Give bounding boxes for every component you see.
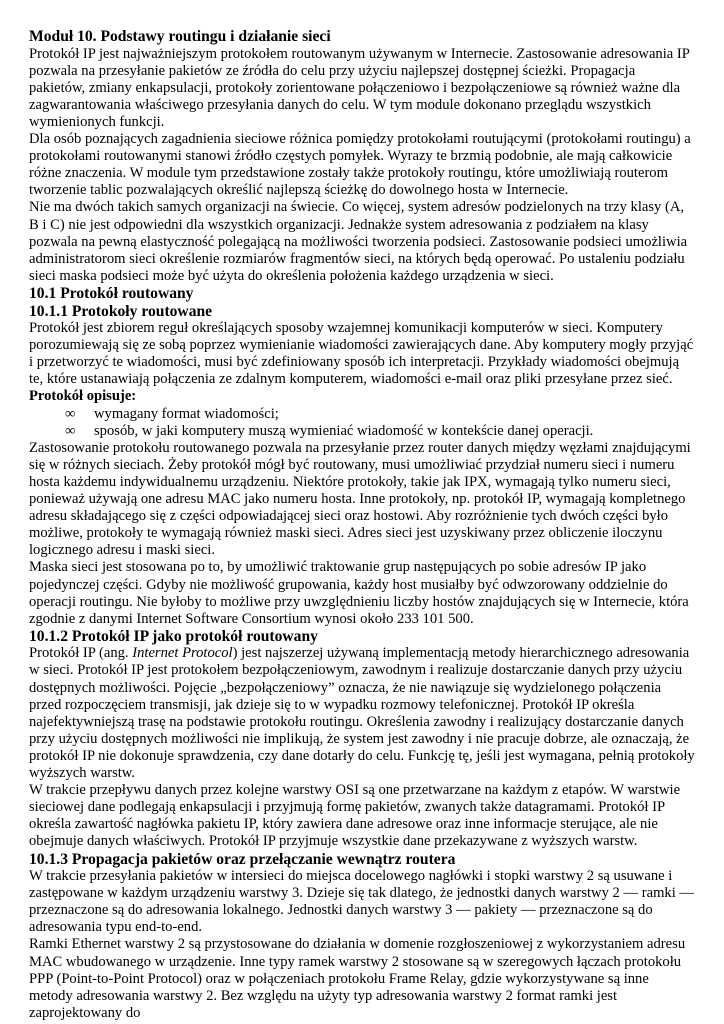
paragraph-10-1-3-b: Ramki Ethernet warstwy 2 są przystosowane do działania w domenie rozgłoszeniowej z wykorzystaniem adresu MAC wbudowanego w urządzenie. Inne typy ramek warstwy 2 stosowane są w szeregowych łączach protokołu PPP (Point-to-Point Protocol) oraz w połączeniach protokołu Frame Relay, gdzie wykorzystywane są inne metody adresowania warstwy 2. Bez względu na użyty typ adresowania warstwy 2 format ramki jest zaprojektowany do <box>29 936 686 1021</box>
paragraph-10-1-1-b: Zastosowanie protokołu routowanego pozwala na przesyłanie przez router danych między węzłami znajdującymi się w różnych sieciach. Żeby protokół mógł być routowany, musi umożliwiać przydział numeru sieci i numeru hosta każdemu indywidualnemu urządzeniu. Niektóre protokoły, takie jak IPX, wymagają tylko numeru sieci, ponieważ używają one adresu MAC jako numeru hosta. Inne protokoły, np. protokół IP, wymagają kompletnego adresu składającego się z części odpowiadającej sieci oraz hostowi. Aby rozróżnienie tych dwóch części było możliwe, protokoły te wymagają również maski sieci. Adres sieci jest uzyskiwany przez obliczenie iloczynu logicznego adresu i maski sieci. <box>29 439 691 559</box>
list-item-text: wymagany format wiadomości; <box>94 405 279 422</box>
paragraph-10-1-3-a: W trakcie przesyłania pakietów w intersieci do miejsca docelowego nagłówki i stopki warstwy 2 są usuwane i zastępowane w każdym urządzeniu warstwy 3. Dzieje się tak dlatego, że jednostki danych warstwy 2 — ramki — przeznaczone są do adresowania lokalnego. Jednostki danych warstwy 3 — pakiety — przeznaczone są do adresowania typu end-to-end. <box>29 868 695 936</box>
intro-paragraph-3: Nie ma dwóch takich samych organizacji na świecie. Co więcej, system adresów podzielonych na trzy klasy (A, B i C) nie jest odpowiedni dla wszystkich organizacji. Jednakże system adresowania z podziałem na klasy pozwala na pewną elastyczność polegającą na możliwości tworzenia podsieci. Zastosowanie podsieci umożliwia administratorom sieci określenie rozmiarów fragmentów sieci, na których będą operować. Po ustaleniu podziału sieci maska podsieci może być użyta do określenia położenia każdego urządzenia w sieci. <box>29 199 688 284</box>
infinity-bullet-icon: ∞ <box>65 422 76 439</box>
paragraph-10-1-2-b: W trakcie przepływu danych przez kolejne warstwy OSI są one przetwarzane na każdym z etapów. W warstwie sieciowej dane podlegają enkapsulacji i przyjmują formę pakietów, zwanych także datagramami. Protokół IP określa zawartość nagłówka pakietu IP, który zawiera dane adresowe oraz inne informacje sterujące, ale nie obejmuje danych właściwych. Protokół IP przyjmuje wszystkie dane przekazywane z wyższych warstw. <box>29 782 681 850</box>
text-run: ) jest najszerzej używaną implementacją metody hierarchicznego adresowania w sieci. Protokół IP jest protokołem bezpołączeniowym, zawodnym i realizuje dostarczanie danych przy użyciu dostępnych możliwości. Pojęcie „bezpołączeniowy” oznacza, że nie nawiązuje się wydzielonego połączenia przed rozpoczęciem transmisji, jak dzieje się to w wypadku rozmowy telefonicznej. Protokół IP określa najefektywniejszą trasę na podstawie protokołu routingu. Określenia zawodny i realizujący dostarczanie danych przy użyciu dostępnych możliwości nie implikują, że system jest zawodny i nie pracuje dobrze, ale oznaczają, że protokół IP nie dokonuje sprawdzenia, czy dane dotarły do celu. Funkcję tę, jeśli jest wymagana, pełnią protokoły wyższych warstw. <box>29 645 695 782</box>
list-item-text: sposób, w jaki komputery muszą wymieniać wiadomość w kontekście danej operacji. <box>94 422 594 439</box>
list-label: Protokół opisuje: <box>29 388 137 405</box>
paragraph-10-1-1-c: Maska sieci jest stosowana po to, by umożliwić traktowanie grup następujących po sobie adresów IP jako pojedynczej części. Gdyby nie możliwość grupowania, każdy host musiałby być odwzorowany oddzielnie do operacji routingu. Nie byłoby to możliwe przy uwzględnieniu liczby hostów znajdujących się w Internecie, która zgodnie z danymi Internet Software Consortium wynosi około 233 101 500. <box>29 559 689 627</box>
list-item <box>65 406 695 423</box>
bullet-list <box>29 406 695 440</box>
section-heading-10-1-3: 10.1.3 Propagacja pakietów oraz przełączanie wewnątrz routera <box>29 850 456 868</box>
infinity-bullet-icon: ∞ <box>65 405 76 422</box>
paragraph-10-1-2-a <box>29 645 695 782</box>
italic-term: Internet Protocol <box>132 645 233 662</box>
paragraph-10-1-1-a: Protokół jest zbiorem reguł określających sposoby wzajemnej komunikacji komputerów w sieci. Komputery porozumiewają się ze sobą poprzez wymienianie wiadomości zawierających dane. Aby komputery mogły przyjąć i przetworzyć te wiadomości, musi być zdefiniowany sposób ich interpretacji. Przykłady wiadomości obejmują te, które ustanawiają połączenia ze zdalnym komputerem, wiadomości e-mail oraz pliki przesyłane przez sieć. <box>29 320 694 388</box>
intro-paragraph-2: Dla osób poznających zagadnienia sieciowe różnica pomiędzy protokołami routującymi (protokołami routingu) a protokołami routowanymi stanowi źródło częstych pomyłek. Wyrazy te brzmią podobnie, ale mają całkowicie różne znaczenia. W module tym przedstawione zostały także protokoły routingu, które umożliwiają routerom tworzenie tablic pozwalających określić najlepszą ścieżkę do dowolnego hosta w Internecie. <box>29 131 691 199</box>
section-heading-10-1-1: 10.1.1 Protokoły routowane <box>29 302 213 320</box>
text-run: Protokół IP (ang. <box>29 645 133 662</box>
section-heading-10-1-2: 10.1.2 Protokół IP jako protokół routowany <box>29 627 318 645</box>
section-heading-10-1: 10.1 Protokół routowany <box>29 284 194 302</box>
list-item <box>65 423 695 440</box>
module-title: Moduł 10. Podstawy routingu i działanie sieci <box>29 28 331 45</box>
intro-paragraph-1: Protokół IP jest najważniejszym protokołem routowanym używanym w Internecie. Zastosowanie adresowania IP pozwala na przesyłanie pakietów ze źródła do celu przy użyciu najlepszej dostępnej ścieżki. Propagacja pakietów, zmiany enkapsulacji, protokoły zorientowane połączeniowo i bezpołączeniowe są również ważne dla zagwarantowania właściwego przesyłania danych do celu. W tym module dokonano przeglądu wszystkich wymienionych funkcji. <box>29 45 690 130</box>
